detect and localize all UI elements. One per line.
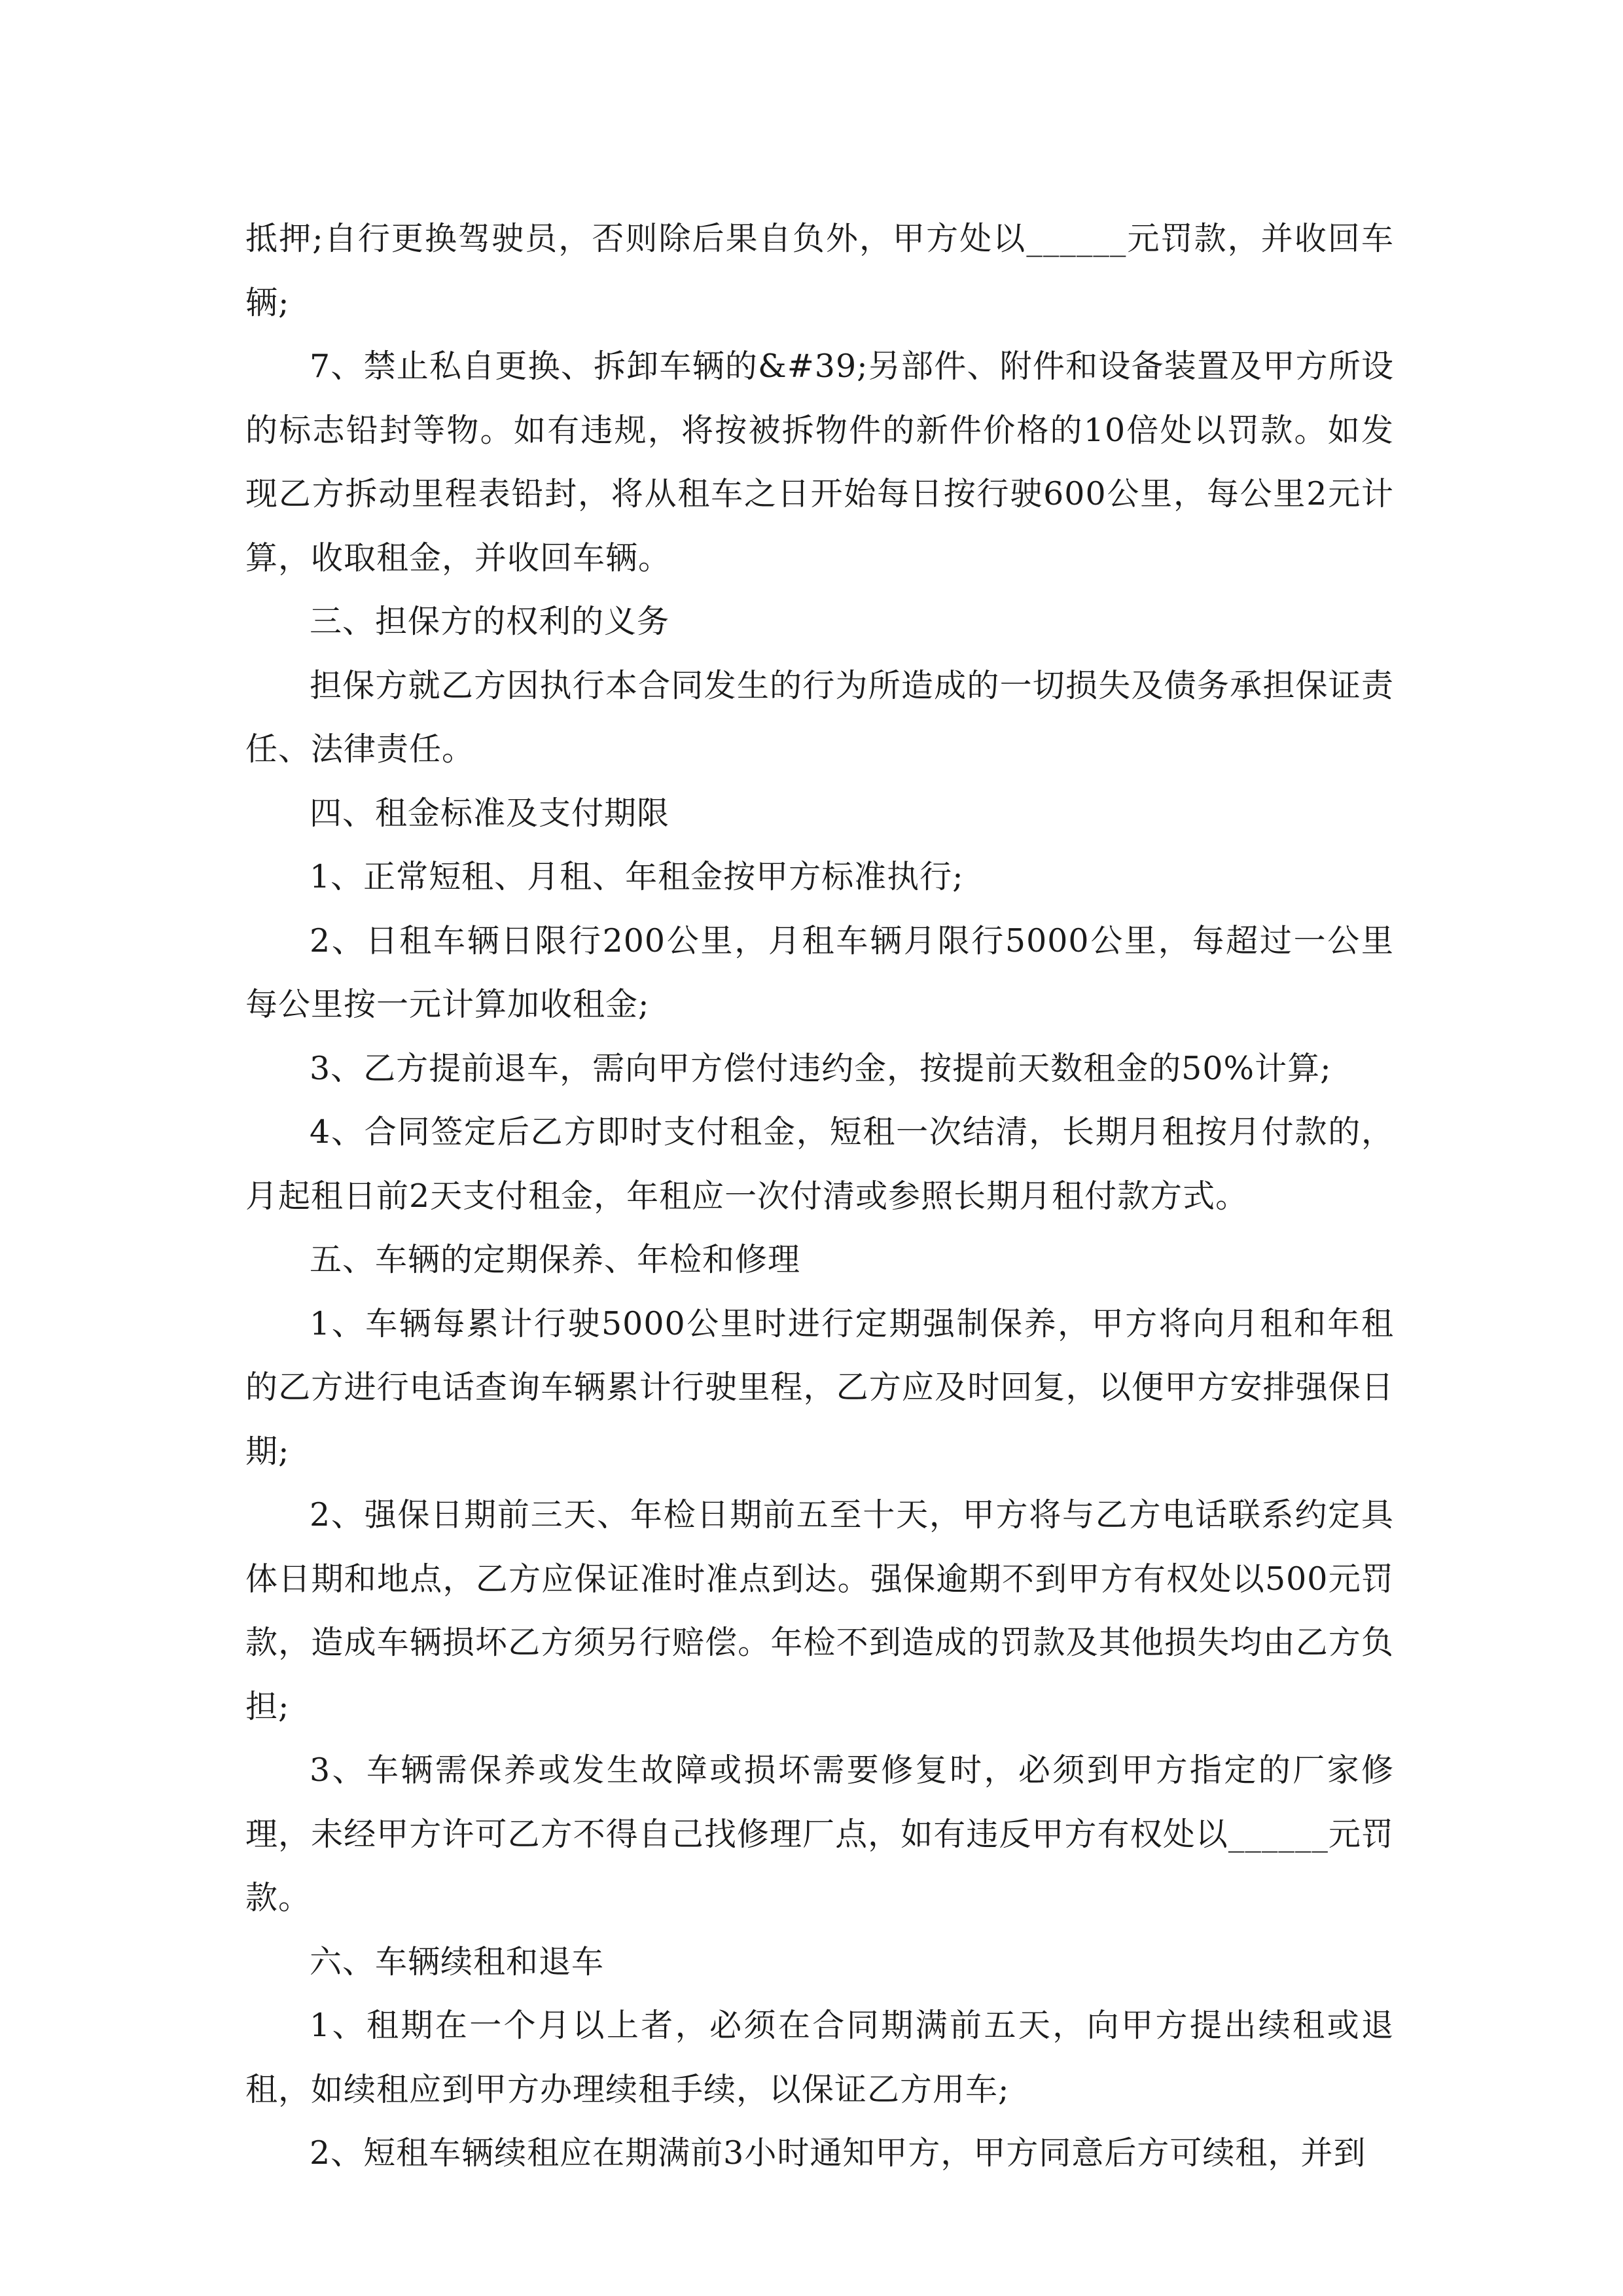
paragraph-2: 7、禁止私自更换、拆卸车辆的&#39;另部件、附件和设备装置及甲方所设的标志铅封等物。如有违规，将按被拆物件的新件价格的10倍处以罚款。如发现乙方拆动里程表铅封，将从租车之日开始每日按行驶600公里，每公里2元计算，收取租金，并收回车辆。 xyxy=(245,348,1394,577)
paragraph-13: 3、车辆需保养或发生故障或损坏需要修复时，必须到甲方指定的厂家修理，未经甲方许可乙方不得自己找修理厂点，如有违反甲方有权处以______元罚款。 xyxy=(245,1751,1394,1916)
section-heading-3: 三、担保方的权利的义务 xyxy=(310,603,670,640)
paragraph-4: 担保方就乙方因执行本合同发生的行为所造成的一切损失及债务承担保证责任、法律责任。 xyxy=(245,666,1394,768)
paragraph-6: 1、正常短租、月租、年租金按甲方标准执行; xyxy=(310,858,964,895)
paragraph-8: 3、乙方提前退车，需向甲方偿付违约金，按提前天数租金的50%计算; xyxy=(310,1049,1332,1087)
section-heading-4: 四、租金标准及支付期限 xyxy=(310,794,670,832)
paragraph-9: 4、合同签定后乙方即时支付租金，短租一次结清，长期月租按月付款的，月起租日前2天支付租金，年租应一次付清或参照长期月租付款方式。 xyxy=(245,1113,1394,1215)
document-page xyxy=(245,207,1394,2185)
paragraph-16: 2、短租车辆续租应在期满前3小时通知甲方，甲方同意后方可续租，并到 xyxy=(310,2134,1366,2172)
paragraph-7: 2、日租车辆日限行200公里，月租车辆月限行5000公里，每超过一公里每公里按一元计算加收租金; xyxy=(245,922,1394,1023)
paragraph-11: 1、车辆每累计行驶5000公里时进行定期强制保养，甲方将向月租和年租的乙方进行电话查询车辆累计行驶里程，乙方应及时回复，以便甲方安排强保日期; xyxy=(245,1304,1394,1470)
paragraph-15: 1、租期在一个月以上者，必须在合同期满前五天，向甲方提出续租或退租，如续租应到甲方办理续租手续，以保证乙方用车; xyxy=(245,2007,1394,2108)
paragraph-12: 2、强保日期前三天、年检日期前五至十天，甲方将与乙方电话联系约定具体日期和地点，乙方应保证准时准点到达。强保逾期不到甲方有权处以500元罚款，造成车辆损坏乙方须另行赔偿。年检不到造成的罚款及其他损失均由乙方负担; xyxy=(245,1496,1394,1725)
section-heading-6: 六、车辆续租和退车 xyxy=(310,1943,605,1981)
section-heading-5: 五、车辆的定期保养、年检和修理 xyxy=(310,1241,801,1278)
paragraph-1: 抵押;自行更换驾驶员，否则除后果自负外，甲方处以______元罚款，并收回车辆; xyxy=(245,220,1394,321)
